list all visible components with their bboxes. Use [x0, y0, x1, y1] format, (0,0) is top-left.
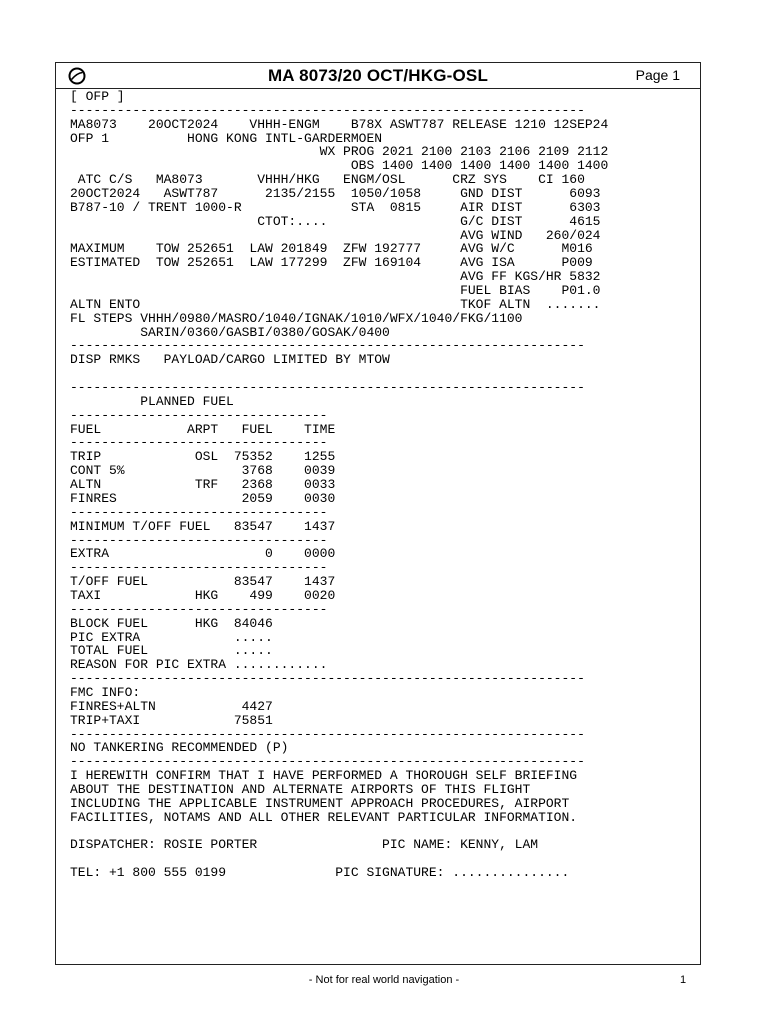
ofp-line: ABOUT THE DESTINATION AND ALTERNATE AIRPORTS OF THIS FLIGHT [70, 781, 531, 797]
ofp-line: ATC C/S MA8073 VHHH/HKG ENGM/OSL CRZ SYS CI 160 [70, 172, 585, 188]
ofp-line: OBS 1400 1400 1400 1400 1400 1400 [70, 158, 609, 174]
ofp-line: EXTRA 0 0000 [70, 546, 336, 562]
ofp-line: --------------------------------- [70, 560, 328, 576]
ofp-line: INCLUDING THE APPLICABLE INSTRUMENT APPROACH PROCEDURES, AIRPORT [70, 795, 570, 811]
ofp-line: FINRES 2059 0030 [70, 490, 336, 506]
ofp-line: PIC EXTRA ..... [70, 629, 273, 645]
ofp-line: TEL: +1 800 555 0199 PIC SIGNATURE: ............... [70, 865, 570, 881]
ofp-line: CTOT:.... G/C DIST 4615 [70, 213, 601, 229]
ofp-line: WX PROG 2021 2100 2103 2106 2109 2112 [70, 144, 609, 160]
ofp-line: OFP 1 HONG KONG INTL-GARDERMOEN [70, 130, 383, 146]
ofp-line: NO TANKERING RECOMMENDED (P) [70, 740, 289, 756]
ofp-line [70, 852, 690, 866]
ofp-line: TAXI HKG 499 0020 [70, 587, 336, 603]
ofp-line: AVG FF KGS/HR 5832 [70, 269, 601, 285]
ofp-line: --------------------------------- [70, 504, 328, 520]
ofp-line: REASON FOR PIC EXTRA ............ [70, 657, 328, 673]
ofp-line: FINRES+ALTN 4427 [70, 698, 273, 714]
ofp-line: DISPATCHER: ROSIE PORTER PIC NAME: KENNY, LAM [70, 837, 539, 853]
ofp-line: PLANNED FUEL [70, 393, 234, 409]
ofp-line: ------------------------------------------------------------------ [70, 671, 585, 687]
ofp-line: FL STEPS VHHH/0980/MASRO/1040/IGNAK/1010/WFX/1040/FKG/1100 [70, 310, 523, 326]
ofp-line: MA8073 20OCT2024 VHHH-ENGM B78X ASWT787 RELEASE 1210 12SEP24 [70, 116, 609, 132]
ofp-line: FMC INFO: [70, 684, 141, 700]
ofp-body [70, 90, 690, 880]
ofp-line: ALTN TRF 2368 0033 [70, 477, 336, 493]
ofp-line: ESTIMATED TOW 252651 LAW 177299 ZFW 169104 AVG ISA P009 [70, 255, 593, 271]
page-header [56, 63, 700, 89]
ofp-line: --------------------------------- [70, 532, 328, 548]
ofp-line [70, 367, 690, 381]
ofp-line [70, 825, 690, 839]
ofp-line: TOTAL FUEL ..... [70, 643, 273, 659]
ofp-line: SARIN/0360/GASBI/0380/GOSAK/0400 [70, 324, 390, 340]
ofp-line: ------------------------------------------------------------------ [70, 338, 585, 354]
ofp-line: AVG WIND 260/024 [70, 227, 601, 243]
ofp-line: FACILITIES, NOTAMS AND ALL OTHER RELEVANT PARTICULAR INFORMATION. [70, 809, 578, 825]
ofp-line: B787-10 / TRENT 1000-R STA 0815 AIR DIST 6303 [70, 199, 601, 215]
ofp-line: --------------------------------- [70, 601, 328, 617]
ofp-line: I HEREWITH CONFIRM THAT I HAVE PERFORMED A THOROUGH SELF BRIEFING [70, 768, 578, 784]
flight-title: MA 8073/20 OCT/HKG-OSL [267, 66, 489, 85]
ofp-line: TRIP OSL 75352 1255 [70, 449, 336, 465]
ofp-line: 20OCT2024 ASWT787 2135/2155 1050/1058 GND DIST 6093 [70, 186, 601, 202]
ofp-line: BLOCK FUEL HKG 84046 [70, 615, 273, 631]
ofp-line: MINIMUM T/OFF FUEL 83547 1437 [70, 518, 336, 534]
page-label: Page 1 [635, 67, 680, 83]
ofp-line: --------------------------------- [70, 407, 328, 423]
ofp-line: FUEL ARPT FUEL TIME [70, 421, 336, 437]
ofp-line: TRIP+TAXI 75851 [70, 712, 273, 728]
ofp-line: T/OFF FUEL 83547 1437 [70, 574, 336, 590]
footer-disclaimer: - Not for real world navigation - [308, 974, 460, 986]
ofp-line: ------------------------------------------------------------------ [70, 726, 585, 742]
ofp-line: ------------------------------------------------------------------ [70, 380, 585, 396]
ofp-line: FUEL BIAS P01.0 [70, 283, 601, 299]
ofp-line: --------------------------------- [70, 435, 328, 451]
ofp-line: CONT 5% 3768 0039 [70, 463, 336, 479]
ofp-line: MAXIMUM TOW 252651 LAW 201849 ZFW 192777 AVG W/C M016 [70, 241, 593, 257]
footer-page-number: 1 [680, 974, 687, 986]
ofp-line: [ OFP ] [70, 89, 125, 104]
ofp-line: ------------------------------------------------------------------ [70, 102, 585, 118]
ofp-line: ALTN ENTO TKOF ALTN ....... [70, 296, 601, 312]
ofp-line: ------------------------------------------------------------------ [70, 754, 585, 770]
ofp-line: DISP RMKS PAYLOAD/CARGO LIMITED BY MTOW [70, 352, 390, 368]
ofp-page-frame [55, 62, 701, 965]
